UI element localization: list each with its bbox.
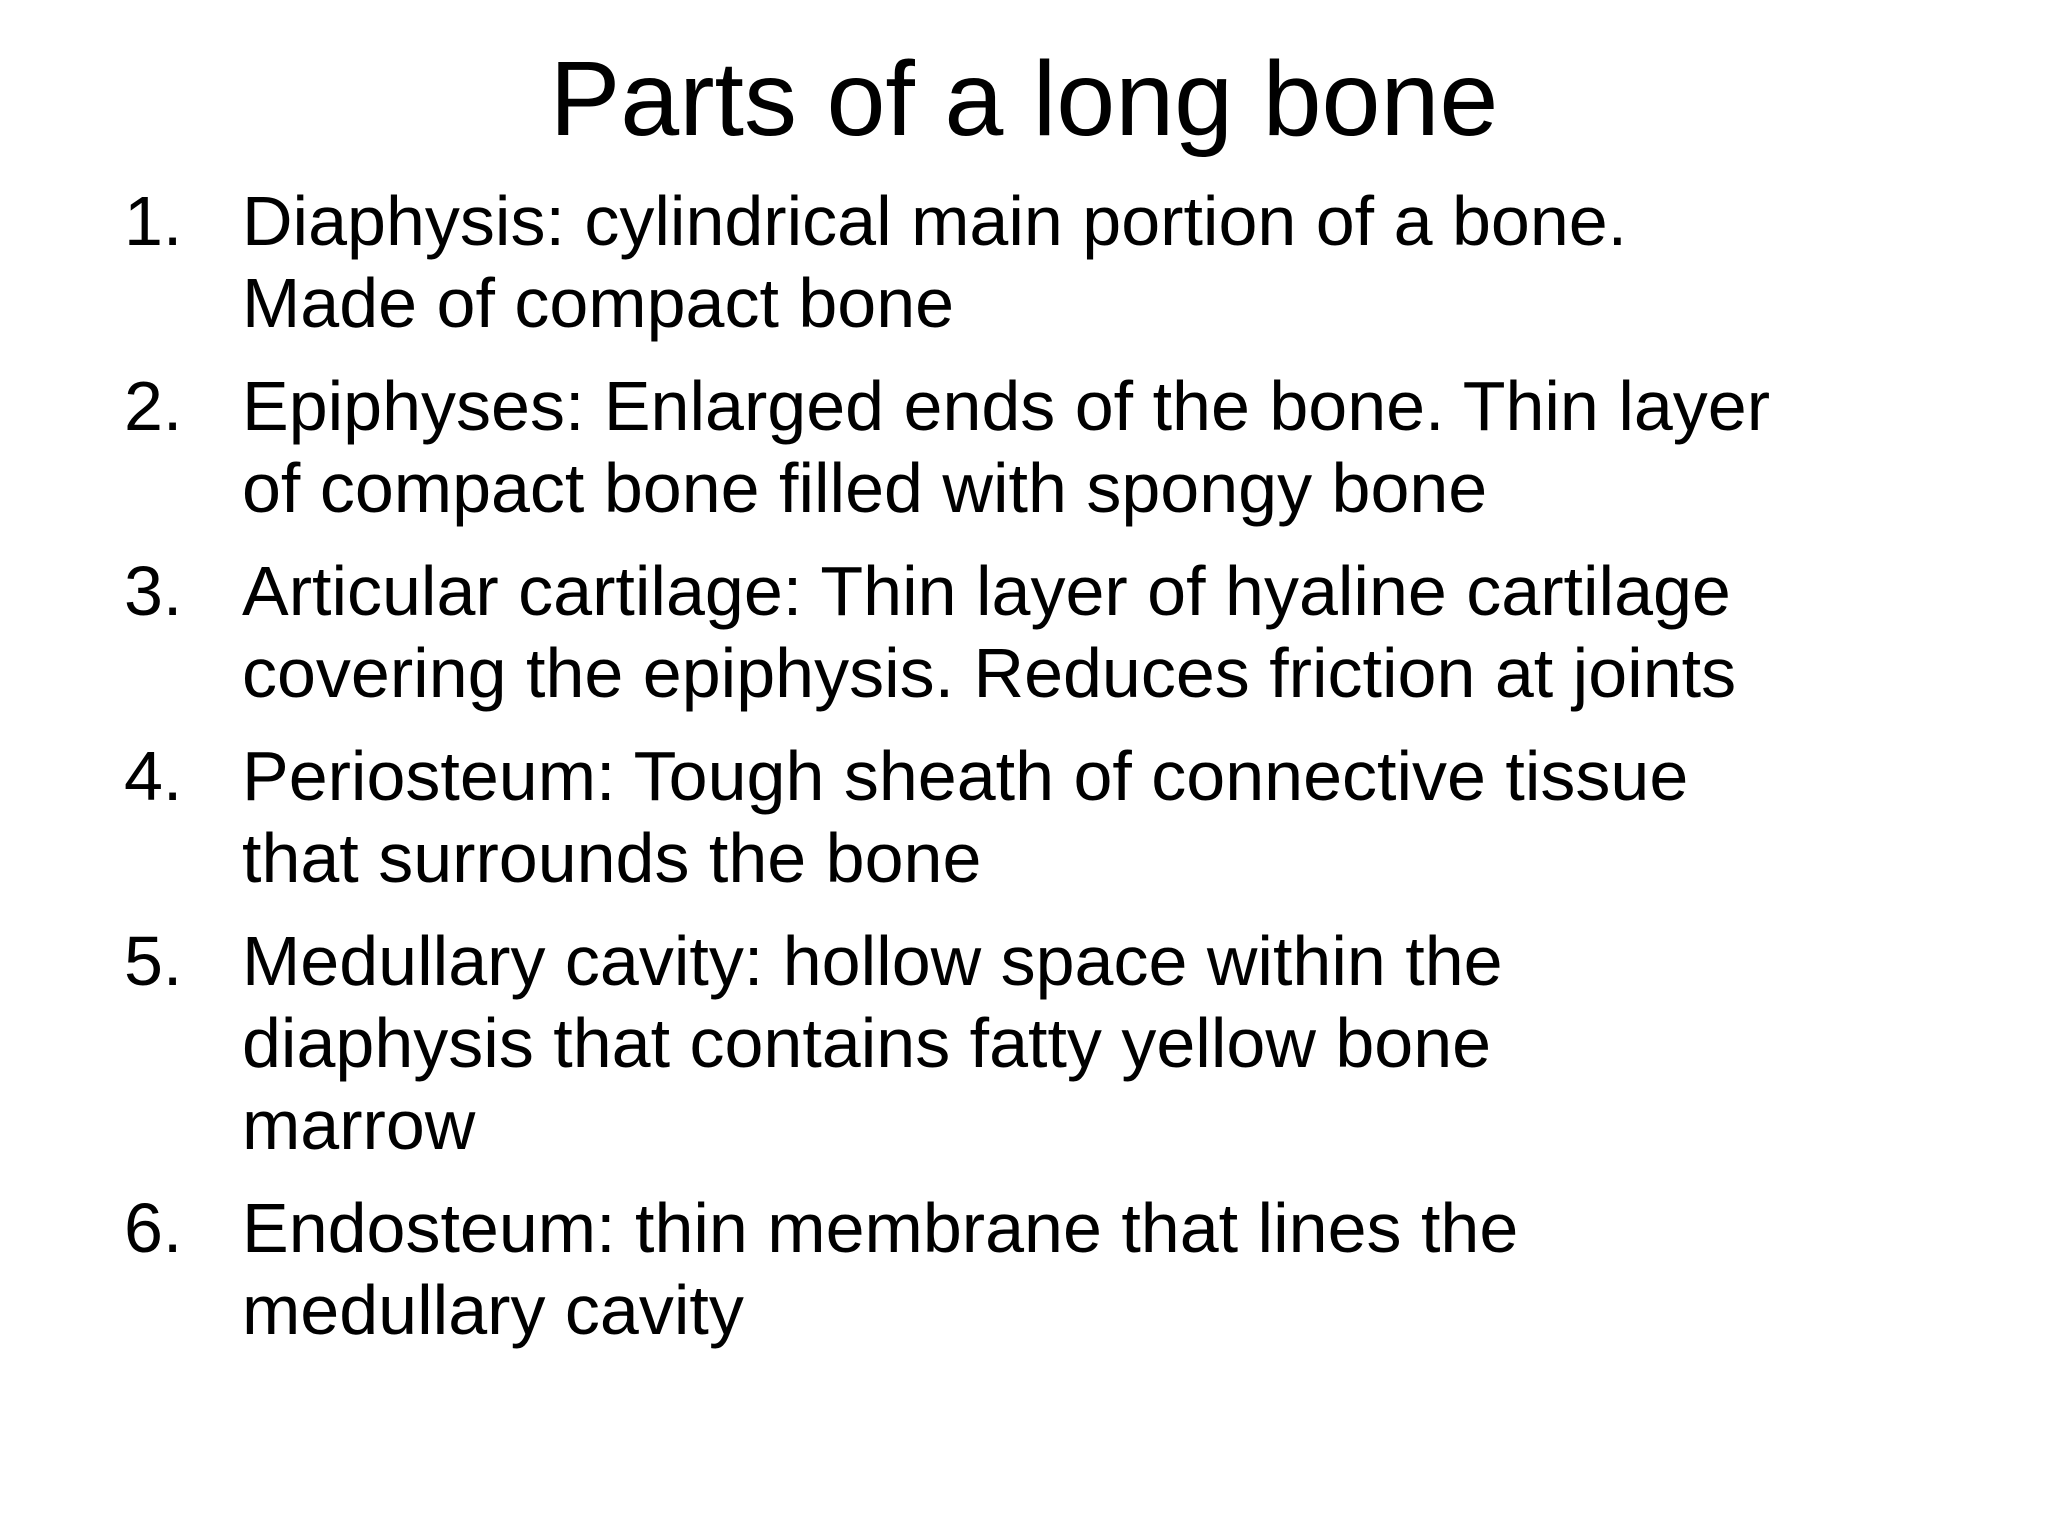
list-item (124, 920, 1954, 1166)
list-item-text: Articular cartilage: Thin layer of hyaline cartilage covering the epiphysis. Reduces friction at joints (242, 552, 1737, 712)
list-item-text: Periosteum: Tough sheath of connective tissue that surrounds the bone (242, 737, 1689, 897)
list-item-number: 1. (124, 182, 183, 260)
list-item-number: 6. (124, 1189, 183, 1267)
numbered-list (124, 180, 1954, 1372)
list-item-text: Endosteum: thin membrane that lines the medullary cavity (242, 1189, 1519, 1349)
list-item (124, 735, 1954, 899)
list-item (124, 365, 1954, 529)
list-item-number: 4. (124, 737, 183, 815)
list-item-text: Diaphysis: cylindrical main portion of a bone. Made of compact bone (242, 182, 1628, 342)
list-item (124, 550, 1954, 714)
list-item-text: Epiphyses: Enlarged ends of the bone. Thin layer of compact bone filled with spongy bone (242, 367, 1771, 527)
list-item (124, 1187, 1954, 1351)
list-item-number: 5. (124, 922, 183, 1000)
slide-title: Parts of a long bone (549, 40, 1499, 158)
list-item-text: Medullary cavity: hollow space within the diaphysis that contains fatty yellow bone marrow (242, 922, 1503, 1164)
list-item-number: 2. (124, 367, 183, 445)
list-item (124, 180, 1954, 344)
list-item-number: 3. (124, 552, 183, 630)
